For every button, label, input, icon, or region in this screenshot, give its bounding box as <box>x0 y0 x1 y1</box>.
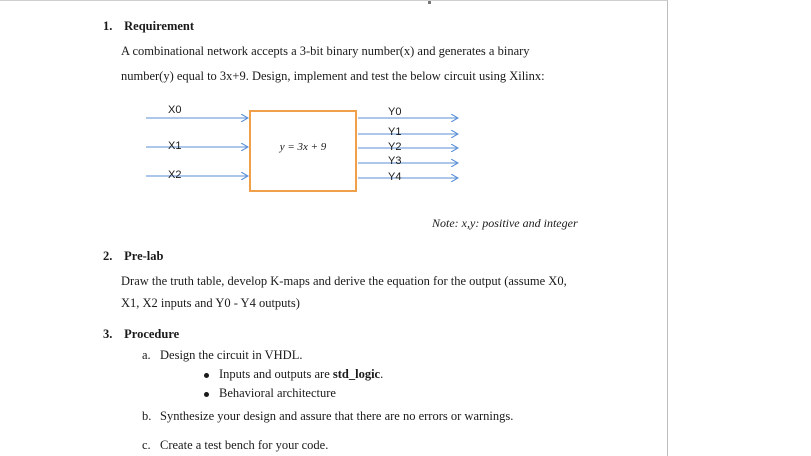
step-marker: b. <box>142 409 152 423</box>
section-number: 2. <box>103 249 113 263</box>
bullet-dot <box>204 373 209 378</box>
step-marker: c. <box>142 438 151 452</box>
output-label-y1: Y1 <box>388 126 402 138</box>
bullet-text: Inputs and outputs are <box>219 367 333 381</box>
input-label-x0: X0 <box>168 104 182 116</box>
step-text: Create a test bench for your code. <box>160 438 329 452</box>
requirement-line-2: number(y) equal to 3x+9. Design, implement and test the below circuit using Xilinx: <box>121 69 545 83</box>
step-text: Design the circuit in VHDL. <box>160 348 303 362</box>
bullet-suffix: . <box>380 367 384 381</box>
output-label-y2: Y2 <box>388 141 402 153</box>
bullet-emphasis: std_logic <box>332 367 381 381</box>
step-text: Synthesize your design and assure that there are no errors or warnings. <box>160 409 514 423</box>
section-2-heading <box>103 249 163 264</box>
prelab-line-1: Draw the truth table, develop K-maps and derive the equation for the output (assume X0, <box>121 274 567 288</box>
function-label: y = 3x + 9 <box>279 141 327 153</box>
bullet-dot <box>204 392 209 397</box>
section-title: Requirement <box>124 19 195 33</box>
section-number: 3. <box>103 327 113 341</box>
section-title: Procedure <box>124 327 180 341</box>
procedure-step-a <box>142 348 302 363</box>
circuit-diagram <box>130 101 470 197</box>
output-label-y3: Y3 <box>388 155 402 167</box>
requirement-line-1: A combinational network accepts a 3-bit binary number(x) and generates a binary <box>121 44 530 58</box>
section-1-heading <box>103 19 194 34</box>
output-label-y0: Y0 <box>388 106 402 118</box>
procedure-step-b <box>142 409 513 424</box>
prelab-line-2: X1, X2 inputs and Y0 - Y4 outputs) <box>121 296 300 310</box>
page-mark <box>428 1 431 4</box>
step-marker: a. <box>142 348 151 362</box>
section-title: Pre-lab <box>124 249 164 263</box>
procedure-bullet-1 <box>219 367 383 382</box>
diagram-note: Note: x,y: positive and integer <box>432 216 578 230</box>
procedure-step-c <box>142 438 328 453</box>
section-3-heading <box>103 327 179 342</box>
output-label-y4: Y4 <box>388 171 402 183</box>
input-label-x2: X2 <box>168 169 182 181</box>
section-number: 1. <box>103 19 113 33</box>
procedure-bullet-2: Behavioral architecture <box>219 386 336 400</box>
input-label-x1: X1 <box>168 140 182 152</box>
